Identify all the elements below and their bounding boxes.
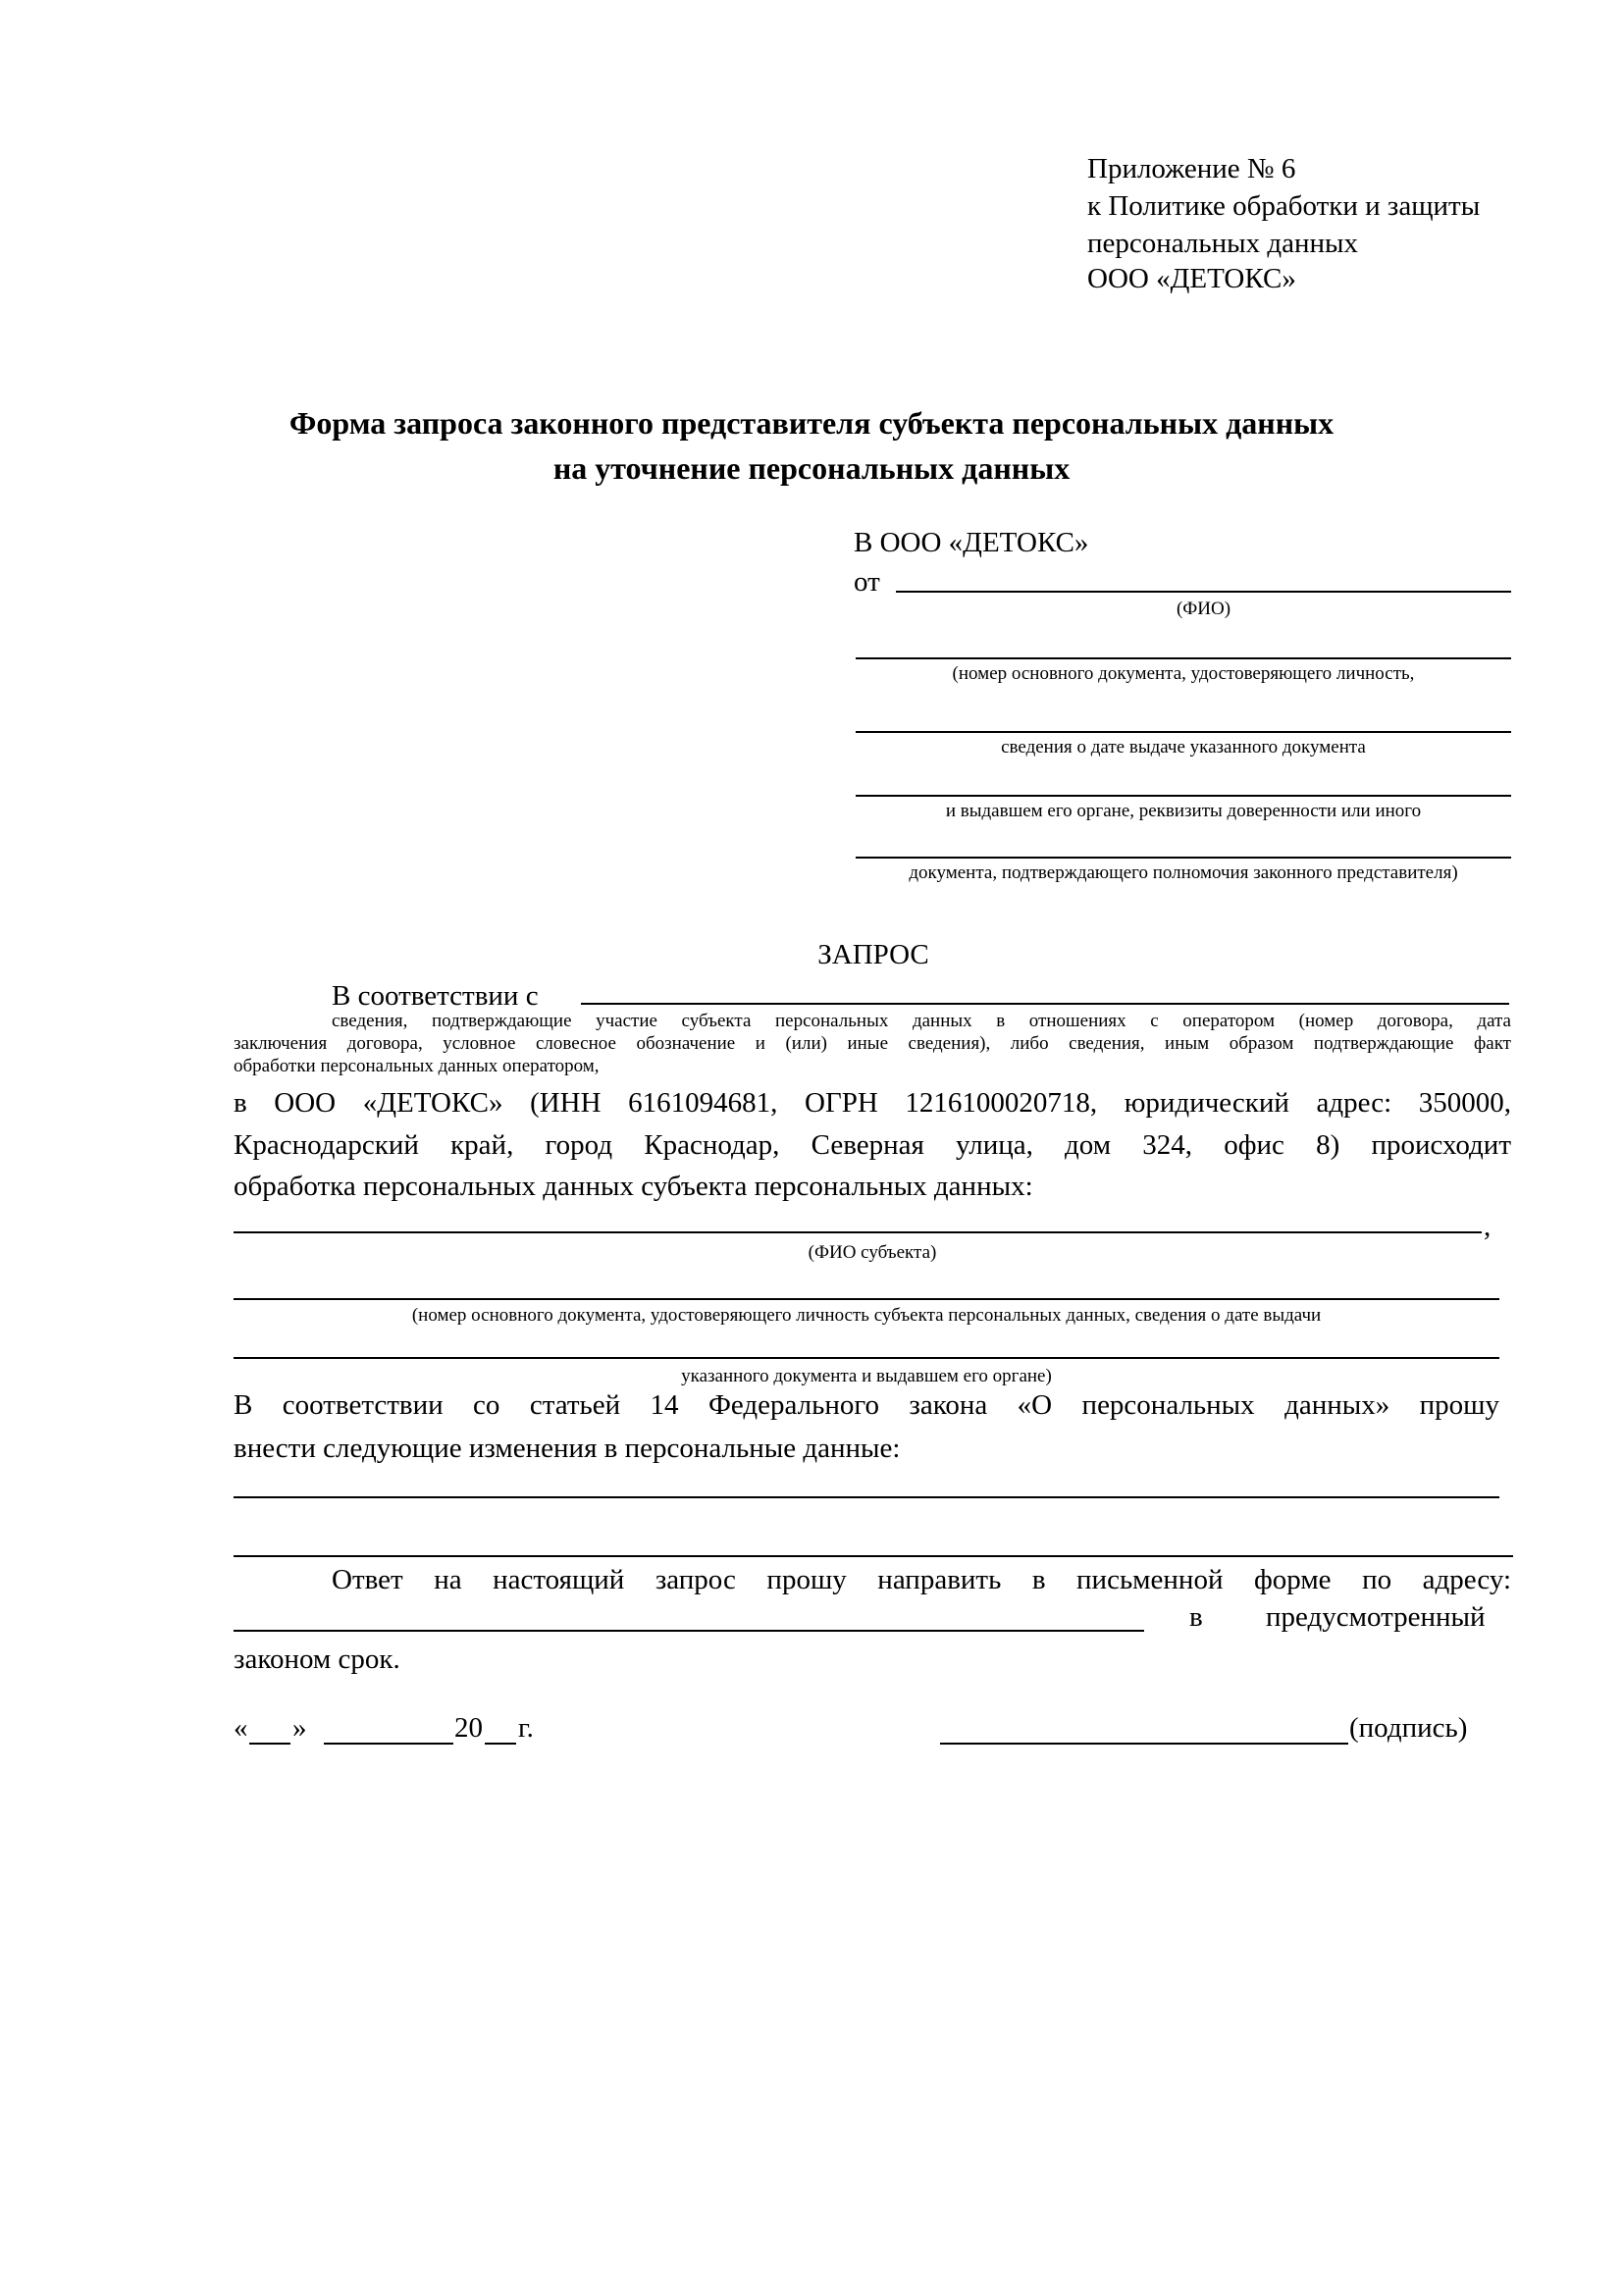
subject-fio-field[interactable] — [234, 1231, 1482, 1233]
subject-document-caption-2: указанного документа и выдавшем его органе) — [681, 1366, 1052, 1386]
appendix-line-2: к Политике обработки и защиты — [1087, 190, 1481, 222]
issue-date-caption: сведения о дате выдаче указанного документа — [1001, 737, 1366, 757]
appendix-line-1: Приложение № 6 — [1087, 153, 1296, 184]
subject-document-caption-1: (номер основного документа, удостоверяющего личность субъекта персональных данных, сведения о дате выдачи — [411, 1305, 1322, 1326]
subject-issuer-field[interactable] — [234, 1357, 1499, 1359]
document-field[interactable] — [856, 657, 1511, 659]
date-year-suffix: г. — [518, 1712, 534, 1744]
changes-field-2[interactable] — [234, 1555, 1513, 1557]
authority-document-caption: документа, подтверждающего полномочия законного представителя) — [909, 862, 1458, 883]
fio-field[interactable] — [896, 591, 1511, 593]
form-title-line-1: Форма запроса законного представителя субъекта персональных данных — [288, 405, 1335, 441]
basis-caption-2: заключения договора, условное словесное обозначение и (или) иные сведения), либо сведения, иным образом подтверждающие факт — [234, 1033, 1511, 1054]
date-year-field[interactable] — [485, 1743, 516, 1745]
form-title-line-2: на уточнение персональных данных — [552, 450, 1071, 486]
answer-in: в — [1189, 1601, 1203, 1633]
from-label: от — [854, 566, 880, 598]
basis-caption-1: сведения, подтверждающие участие субъекта персональных данных в отношениях с оператором (номер договора, дата — [332, 1011, 1511, 1031]
law-para-1: В соответствии со статьей 14 Федерального закона «О персональных данных» прошу — [234, 1389, 1499, 1421]
issue-date-field[interactable] — [856, 731, 1511, 733]
law-para-2: внести следующие изменения в персональные данные: — [234, 1433, 901, 1464]
fio-caption: (ФИО) — [1176, 599, 1231, 619]
answer-para-1: Ответ на настоящий запрос прошу направить в письменной форме по адресу: — [332, 1564, 1511, 1595]
subject-fio-caption: (ФИО субъекта) — [808, 1242, 937, 1263]
request-intro: В соответствии с — [332, 980, 539, 1012]
basis-caption-3: обработки персональных данных оператором, — [234, 1056, 600, 1076]
addressee-to: В ООО «ДЕТОКС» — [854, 527, 1089, 558]
issuer-caption: и выдавшем его органе, реквизиты доверенности или иного — [945, 801, 1422, 821]
changes-field-1[interactable] — [234, 1496, 1499, 1498]
answer-provided: предусмотренный — [1266, 1601, 1486, 1633]
date-day-field[interactable] — [249, 1743, 290, 1745]
authority-document-field[interactable] — [856, 857, 1511, 859]
date-month-field[interactable] — [324, 1743, 453, 1745]
date-year-prefix: 20 — [454, 1712, 483, 1744]
document-caption: (номер основного документа, удостоверяющего личность, — [952, 663, 1415, 684]
signature-field[interactable] — [940, 1743, 1348, 1745]
answer-address-field[interactable] — [234, 1630, 1144, 1632]
comma: , — [1484, 1211, 1492, 1242]
subject-document-field[interactable] — [234, 1298, 1499, 1300]
appendix-line-4: ООО «ДЕТОКС» — [1087, 263, 1296, 294]
date-close-quote: » — [292, 1712, 307, 1744]
operator-para-3: обработка персональных данных субъекта персональных данных: — [234, 1171, 1033, 1202]
operator-para-2: Краснодарский край, город Краснодар, Северная улица, дом 324, офис 8) происходит — [234, 1129, 1511, 1161]
basis-field[interactable] — [581, 1003, 1509, 1005]
appendix-line-3: персональных данных — [1087, 228, 1359, 259]
signature-caption: (подпись) — [1349, 1712, 1468, 1744]
answer-para-3: законом срок. — [234, 1644, 400, 1675]
date-open-quote: « — [234, 1712, 248, 1744]
operator-para-1: в ООО «ДЕТОКС» (ИНН 6161094681, ОГРН 1216100020718, юридический адрес: 350000, — [234, 1087, 1511, 1119]
request-heading: ЗАПРОС — [817, 939, 929, 970]
issuer-field[interactable] — [856, 795, 1511, 797]
